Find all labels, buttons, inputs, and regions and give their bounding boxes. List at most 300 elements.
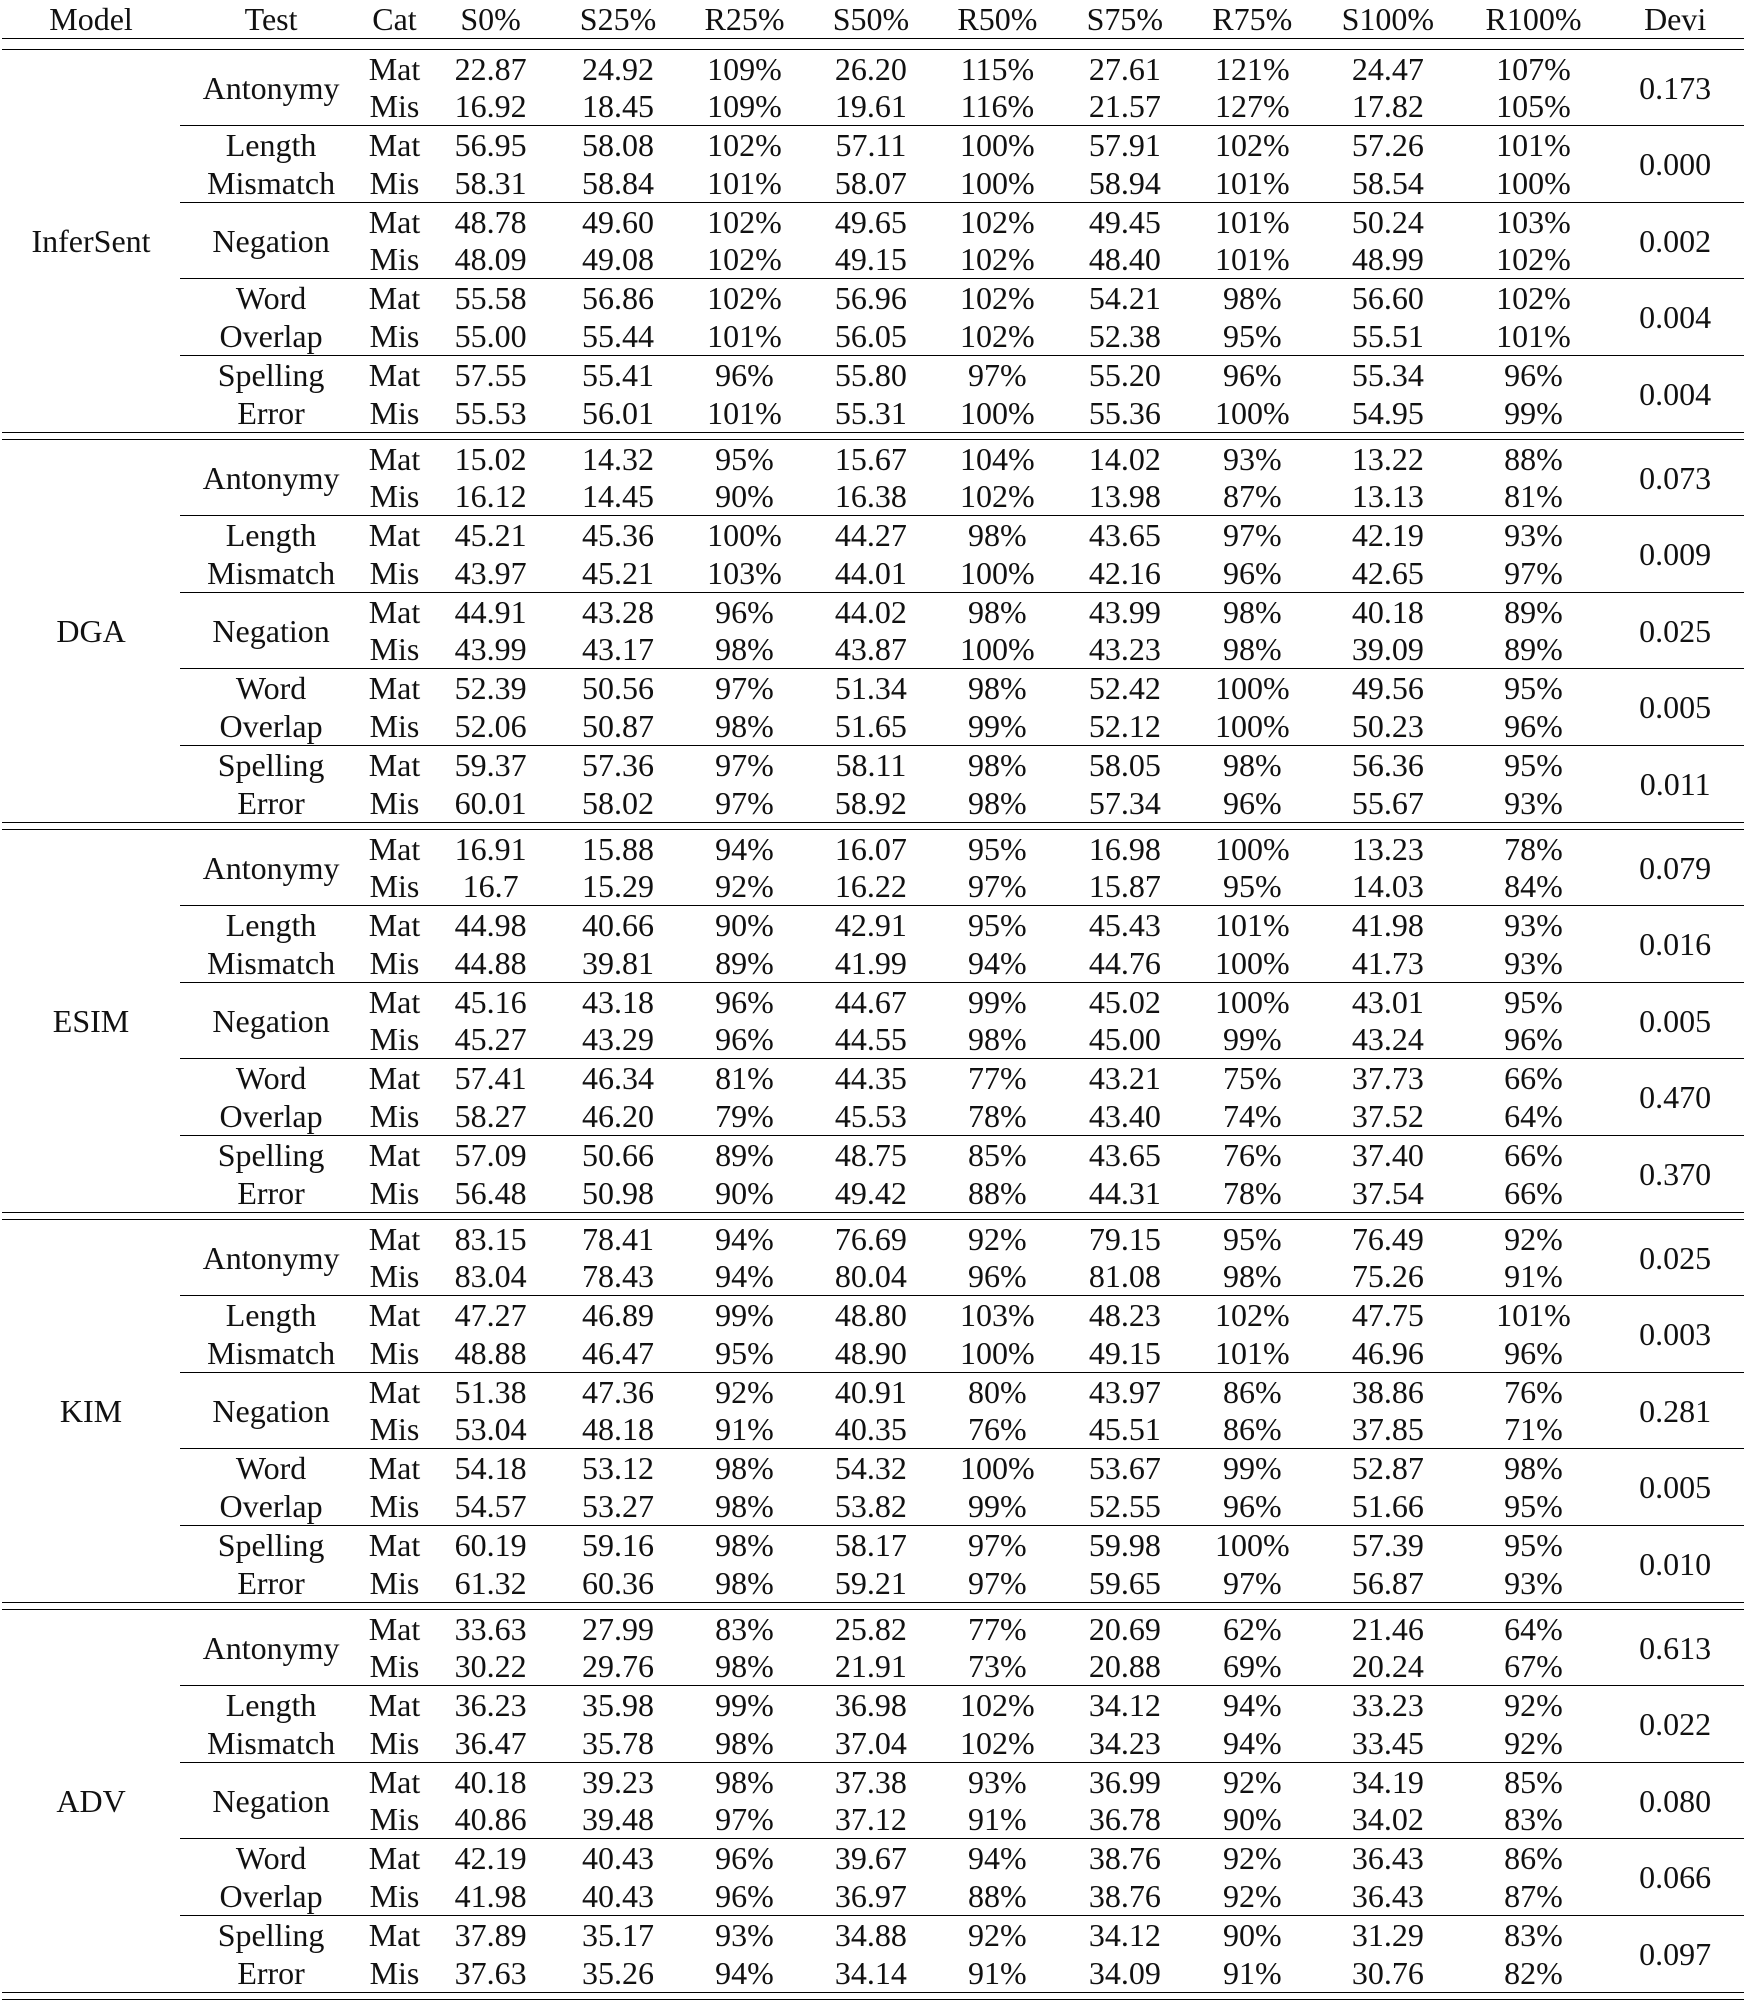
value-cell: 100% [960, 395, 1035, 431]
devi-cell: 0.173 [1639, 69, 1712, 106]
value-cell: 95% [968, 830, 1027, 867]
value-cell: 84% [1504, 868, 1563, 905]
value-cell: 21.91 [834, 1648, 907, 1685]
value-cell: 35.26 [582, 1955, 655, 1991]
test-name-line: Spelling [217, 1137, 325, 1173]
category-cell: Mis [369, 1175, 420, 1211]
test-name [180, 356, 362, 433]
value-cell: 56.95 [427, 126, 554, 165]
value-cell: 57.11 [807, 126, 934, 165]
value-cell: 62% [1222, 1610, 1282, 1647]
value-cell: 57.55 [427, 356, 554, 395]
test-name-line: Antonymy [202, 849, 340, 886]
test-name-line: Overlap [219, 1488, 323, 1524]
test-name [180, 1059, 362, 1136]
value-cell: 95% [1461, 669, 1607, 708]
value-cell: 86% [1190, 1373, 1315, 1411]
table-row [2, 1610, 1744, 1648]
value-cell: 99% [1190, 1449, 1315, 1488]
value-cell: 58.94 [1088, 165, 1161, 201]
value-cell: 42.19 [1315, 516, 1461, 555]
value-cell: 50.98 [582, 1175, 655, 1211]
category-cell: Mis [369, 318, 420, 354]
value-cell: 47.27 [427, 1296, 554, 1335]
header-test: Test [244, 1, 298, 37]
value-cell: 97% [715, 1801, 774, 1838]
value-cell: 43.99 [454, 631, 527, 668]
category-cell: Mat [368, 830, 421, 867]
value-cell: 46.47 [582, 1335, 655, 1371]
table-row [2, 1839, 1744, 1878]
value-cell: 56.36 [1315, 746, 1461, 785]
value-cell: 98% [715, 1648, 774, 1685]
value-cell: 87% [1504, 1878, 1563, 1914]
value-cell: 100% [682, 516, 807, 555]
value-cell: 48.80 [807, 1296, 934, 1335]
value-cell: 34.12 [1060, 1686, 1189, 1725]
table-row [2, 1220, 1744, 1258]
value-cell: 58.11 [807, 746, 934, 785]
value-cell: 82% [1504, 1955, 1563, 1991]
value-cell: 36.43 [1351, 1878, 1424, 1914]
value-cell: 49.56 [1315, 669, 1461, 708]
value-cell: 13.22 [1351, 440, 1424, 477]
value-cell: 96% [1222, 785, 1282, 821]
value-cell: 98% [715, 1488, 774, 1524]
value-cell: 103% [935, 1296, 1060, 1335]
value-cell: 75.26 [1351, 1258, 1424, 1295]
value-cell: 94% [1222, 1725, 1282, 1761]
value-cell: 66% [1461, 1136, 1607, 1175]
value-cell: 13.23 [1351, 830, 1424, 867]
category-cell: Mat [362, 1839, 427, 1878]
devi-cell: 0.613 [1639, 1629, 1712, 1666]
table-row [2, 1136, 1744, 1175]
test-name-line: Word [235, 280, 307, 316]
value-cell: 59.65 [1088, 1565, 1161, 1601]
value-cell: 61.32 [454, 1565, 527, 1601]
value-cell: 96% [1504, 1335, 1563, 1371]
value-cell: 45.36 [554, 516, 681, 555]
value-cell: 48.90 [834, 1335, 907, 1371]
value-cell: 92% [1222, 1878, 1282, 1914]
category-cell: Mis [369, 1648, 420, 1685]
value-cell: 52.42 [1060, 669, 1189, 708]
value-cell: 93% [1461, 516, 1607, 555]
category-cell: Mis [369, 1098, 420, 1134]
devi-cell: 0.370 [1606, 1136, 1744, 1213]
value-cell: 13.98 [1088, 478, 1161, 515]
category-cell: Mis [369, 1801, 420, 1838]
test-name-line: Error [237, 395, 305, 431]
value-cell: 78% [1222, 1175, 1282, 1211]
test-name-line: Antonymy [202, 459, 340, 496]
model-double-rule [2, 1993, 1744, 2000]
test-name [180, 669, 362, 746]
value-cell: 27.99 [582, 1610, 655, 1647]
test-name [180, 279, 362, 356]
value-cell: 37.38 [807, 1763, 934, 1801]
value-cell: 100% [1190, 669, 1315, 708]
header-double-rule [2, 39, 1744, 50]
value-cell: 45.27 [454, 1021, 527, 1058]
value-cell: 88% [968, 1175, 1027, 1211]
table-row [2, 983, 1744, 1021]
value-cell: 48.75 [807, 1136, 934, 1175]
value-cell: 33.23 [1315, 1686, 1461, 1725]
value-cell: 15.29 [582, 868, 655, 905]
value-cell: 107% [1496, 50, 1571, 87]
value-cell: 40.86 [454, 1801, 527, 1838]
value-cell: 53.67 [1060, 1449, 1189, 1488]
category-cell: Mat [362, 906, 427, 945]
value-cell: 51.34 [807, 669, 934, 708]
value-cell: 16.92 [454, 88, 527, 125]
value-cell: 98% [968, 1021, 1027, 1058]
test-name-line: Mismatch [207, 1335, 336, 1371]
test-name-line: Overlap [219, 1098, 323, 1134]
devi-cell: 0.005 [1606, 983, 1744, 1059]
value-cell: 100% [1214, 945, 1290, 981]
value-cell: 92% [1190, 1763, 1315, 1801]
value-cell: 58.02 [582, 785, 655, 821]
model-double-rule [2, 1603, 1744, 1610]
value-cell: 101% [707, 318, 782, 354]
test-name [180, 1526, 362, 1603]
value-cell: 59.21 [834, 1565, 907, 1601]
value-cell: 24.47 [1351, 50, 1424, 87]
model-double-rule [2, 1213, 1744, 1220]
category-cell: Mis [369, 1335, 420, 1371]
value-cell: 91% [1504, 1258, 1563, 1295]
category-cell: Mis [369, 1488, 420, 1524]
value-cell: 98% [935, 669, 1060, 708]
test-name-line: Antonymy [202, 1629, 340, 1666]
value-cell: 97% [1190, 516, 1315, 555]
value-cell: 99% [1504, 395, 1563, 431]
value-cell: 16.12 [454, 478, 527, 515]
value-cell: 15.67 [834, 440, 907, 477]
value-cell: 98% [715, 1725, 774, 1761]
test-name [180, 126, 362, 203]
value-cell: 92% [1504, 1220, 1563, 1257]
value-cell: 40.43 [582, 1878, 655, 1914]
category-cell: Mat [362, 1373, 427, 1411]
table-row [2, 746, 1744, 785]
category-cell: Mat [362, 1136, 427, 1175]
value-cell: 116% [960, 88, 1035, 125]
test-name [180, 440, 362, 516]
category-cell: Mis [369, 1411, 420, 1448]
value-cell: 50.23 [1351, 708, 1424, 744]
value-cell: 42.91 [807, 906, 934, 945]
value-cell: 14.32 [582, 440, 655, 477]
value-cell: 100% [1214, 395, 1290, 431]
test-name [180, 746, 362, 823]
value-cell: 59.16 [554, 1526, 681, 1565]
value-cell: 87% [1222, 478, 1282, 515]
value-cell: 101% [1461, 126, 1607, 165]
test-name [180, 516, 362, 593]
value-cell: 35.17 [554, 1916, 681, 1955]
devi-cell: 0.011 [1606, 746, 1744, 823]
value-cell: 33.45 [1351, 1725, 1424, 1761]
table-body [2, 50, 1744, 2000]
value-cell: 30.22 [454, 1648, 527, 1685]
test-name [180, 1136, 362, 1213]
value-cell: 58.84 [582, 165, 655, 201]
value-cell: 98% [935, 593, 1060, 631]
value-cell: 100% [960, 1335, 1035, 1371]
value-cell: 102% [682, 279, 807, 318]
value-cell: 60.36 [582, 1565, 655, 1601]
value-cell: 97% [715, 785, 774, 821]
value-cell: 37.73 [1315, 1059, 1461, 1098]
test-name [180, 1296, 362, 1373]
value-cell: 102% [1461, 279, 1607, 318]
test-name [180, 983, 362, 1059]
value-cell: 56.48 [454, 1175, 527, 1211]
value-cell: 41.73 [1351, 945, 1424, 981]
value-cell: 92% [1504, 1725, 1563, 1761]
header-model: Model [49, 1, 133, 37]
value-cell: 52.12 [1088, 708, 1161, 744]
test-name-line: Negation [212, 222, 330, 259]
value-cell: 59.37 [427, 746, 554, 785]
category-cell: Mat [362, 126, 427, 165]
value-cell: 49.65 [807, 203, 934, 241]
test-name-line: Antonymy [202, 69, 340, 106]
value-cell: 102% [935, 279, 1060, 318]
value-cell: 81.08 [1088, 1258, 1161, 1295]
value-cell: 86% [1222, 1411, 1282, 1448]
value-cell: 101% [707, 395, 782, 431]
value-cell: 96% [682, 593, 807, 631]
value-cell: 40.43 [554, 1839, 681, 1878]
value-cell: 33.63 [454, 1610, 527, 1647]
value-cell: 92% [935, 1916, 1060, 1955]
table-row [2, 1763, 1744, 1801]
value-cell: 34.23 [1088, 1725, 1161, 1761]
test-name [180, 1763, 362, 1839]
category-cell: Mat [362, 516, 427, 555]
value-cell: 92% [682, 1373, 807, 1411]
value-cell: 127% [1214, 88, 1290, 125]
value-cell: 44.98 [427, 906, 554, 945]
value-cell: 39.23 [554, 1763, 681, 1801]
model-name: ESIM [52, 1003, 130, 1039]
value-cell: 64% [1504, 1098, 1563, 1134]
value-cell: 69% [1222, 1648, 1282, 1685]
value-cell: 41.98 [454, 1878, 527, 1914]
value-cell: 78.41 [582, 1220, 655, 1257]
value-cell: 92% [1461, 1686, 1607, 1725]
value-cell: 38.86 [1315, 1373, 1461, 1411]
value-cell: 89% [682, 1136, 807, 1175]
value-cell: 56.86 [554, 279, 681, 318]
value-cell: 57.39 [1315, 1526, 1461, 1565]
model-name: ADV [56, 1783, 126, 1819]
value-cell: 95% [1504, 1488, 1563, 1524]
table-row [2, 356, 1744, 395]
value-cell: 56.60 [1315, 279, 1461, 318]
header-r75: R75% [1212, 1, 1293, 37]
table-row [2, 1686, 1744, 1725]
value-cell: 100% [960, 631, 1035, 668]
value-cell: 16.7 [462, 868, 519, 905]
value-cell: 74% [1222, 1098, 1282, 1134]
value-cell: 45.51 [1088, 1411, 1161, 1448]
value-cell: 85% [935, 1136, 1060, 1175]
value-cell: 90% [1190, 1916, 1315, 1955]
header-r50: R50% [957, 1, 1038, 37]
table-row [2, 1526, 1744, 1565]
test-name-line: Error [237, 1565, 305, 1601]
value-cell: 43.28 [554, 593, 681, 631]
value-cell: 95% [935, 906, 1060, 945]
category-cell: Mis [369, 1258, 420, 1295]
value-cell: 44.91 [427, 593, 554, 631]
value-cell: 41.98 [1315, 906, 1461, 945]
value-cell: 55.20 [1060, 356, 1189, 395]
value-cell: 44.27 [807, 516, 934, 555]
category-cell: Mis [369, 165, 420, 201]
category-cell: Mat [362, 1916, 427, 1955]
value-cell: 83% [1461, 1916, 1607, 1955]
value-cell: 53.04 [454, 1411, 527, 1448]
model-double-rule [2, 823, 1744, 830]
value-cell: 35.98 [554, 1686, 681, 1725]
value-cell: 45.53 [834, 1098, 907, 1134]
value-cell: 52.06 [454, 708, 527, 744]
value-cell: 100% [1214, 708, 1290, 744]
value-cell: 53.82 [834, 1488, 907, 1524]
value-cell: 37.12 [834, 1801, 907, 1838]
value-cell: 43.23 [1088, 631, 1161, 668]
value-cell: 16.22 [834, 868, 907, 905]
devi-cell: 0.281 [1606, 1373, 1744, 1449]
value-cell: 96% [715, 1878, 774, 1914]
model-name: InferSent [31, 223, 151, 259]
value-cell: 99% [968, 1488, 1027, 1524]
value-cell: 67% [1504, 1648, 1563, 1685]
value-cell: 43.24 [1351, 1021, 1424, 1058]
value-cell: 98% [715, 1565, 774, 1601]
value-cell: 89% [715, 945, 774, 981]
value-cell: 60.19 [427, 1526, 554, 1565]
value-cell: 37.85 [1351, 1411, 1424, 1448]
value-cell: 37.63 [454, 1955, 527, 1991]
value-cell: 94% [968, 945, 1027, 981]
value-cell: 93% [1504, 945, 1563, 981]
header-s50: S50% [832, 1, 910, 37]
value-cell: 43.65 [1060, 516, 1189, 555]
value-cell: 81% [682, 1059, 807, 1098]
test-name [180, 906, 362, 983]
category-cell: Mat [362, 593, 427, 631]
value-cell: 103% [1461, 203, 1607, 241]
value-cell: 60.01 [454, 785, 527, 821]
value-cell: 50.87 [582, 708, 655, 744]
table-row [2, 203, 1744, 241]
value-cell: 58.27 [454, 1098, 527, 1134]
value-cell: 48.18 [582, 1411, 655, 1448]
value-cell: 93% [1504, 785, 1563, 821]
value-cell: 14.03 [1351, 868, 1424, 905]
value-cell: 96% [1190, 356, 1315, 395]
table-row [2, 1916, 1744, 1955]
value-cell: 27.61 [1088, 50, 1161, 87]
category-cell: Mis [369, 478, 420, 515]
value-cell: 90% [715, 478, 774, 515]
value-cell: 55.51 [1351, 318, 1424, 354]
value-cell: 76% [1190, 1136, 1315, 1175]
test-name-line: Negation [212, 612, 330, 649]
value-cell: 102% [960, 478, 1035, 515]
value-cell: 102% [960, 241, 1035, 278]
table-row [2, 1373, 1744, 1411]
test-name [180, 830, 362, 906]
value-cell: 100% [1190, 1526, 1315, 1565]
devi-cell: 0.000 [1606, 126, 1744, 203]
value-cell: 47.36 [554, 1373, 681, 1411]
value-cell: 101% [1190, 906, 1315, 945]
value-cell: 45.21 [427, 516, 554, 555]
value-cell: 93% [1222, 440, 1282, 477]
value-cell: 98% [935, 516, 1060, 555]
value-cell: 17.82 [1351, 88, 1424, 125]
table-row [2, 516, 1744, 555]
value-cell: 98% [935, 746, 1060, 785]
value-cell: 43.97 [1060, 1373, 1189, 1411]
value-cell: 76.49 [1351, 1220, 1424, 1257]
value-cell: 25.82 [834, 1610, 907, 1647]
devi-cell: 0.010 [1606, 1526, 1744, 1603]
value-cell: 94% [715, 1258, 774, 1295]
value-cell: 64% [1504, 1610, 1563, 1647]
value-cell: 18.45 [582, 88, 655, 125]
results-table [2, 0, 1744, 2000]
category-cell: Mat [368, 440, 421, 477]
test-name-line: Negation [212, 1782, 330, 1819]
value-cell: 103% [707, 555, 782, 591]
value-cell: 76% [968, 1411, 1027, 1448]
value-cell: 57.34 [1088, 785, 1161, 821]
category-cell: Mat [368, 1220, 421, 1257]
value-cell: 79.15 [1088, 1220, 1161, 1257]
value-cell: 57.41 [427, 1059, 554, 1098]
value-cell: 54.32 [807, 1449, 934, 1488]
value-cell: 44.88 [454, 945, 527, 981]
value-cell: 102% [960, 318, 1035, 354]
value-cell: 94% [715, 830, 774, 867]
value-cell: 97% [1504, 555, 1563, 591]
value-cell: 101% [1214, 241, 1290, 278]
test-name-line: Overlap [219, 1878, 323, 1914]
value-cell: 43.29 [582, 1021, 655, 1058]
value-cell: 53.12 [554, 1449, 681, 1488]
value-cell: 75% [1190, 1059, 1315, 1098]
value-cell: 88% [968, 1878, 1027, 1914]
value-cell: 36.78 [1088, 1801, 1161, 1838]
devi-cell: 0.097 [1606, 1916, 1744, 1993]
value-cell: 52.87 [1315, 1449, 1461, 1488]
header-s75: S75% [1086, 1, 1164, 37]
test-name-line: Length [225, 517, 317, 553]
value-cell: 24.92 [582, 50, 655, 87]
value-cell: 49.08 [582, 241, 655, 278]
value-cell: 36.47 [454, 1725, 527, 1761]
